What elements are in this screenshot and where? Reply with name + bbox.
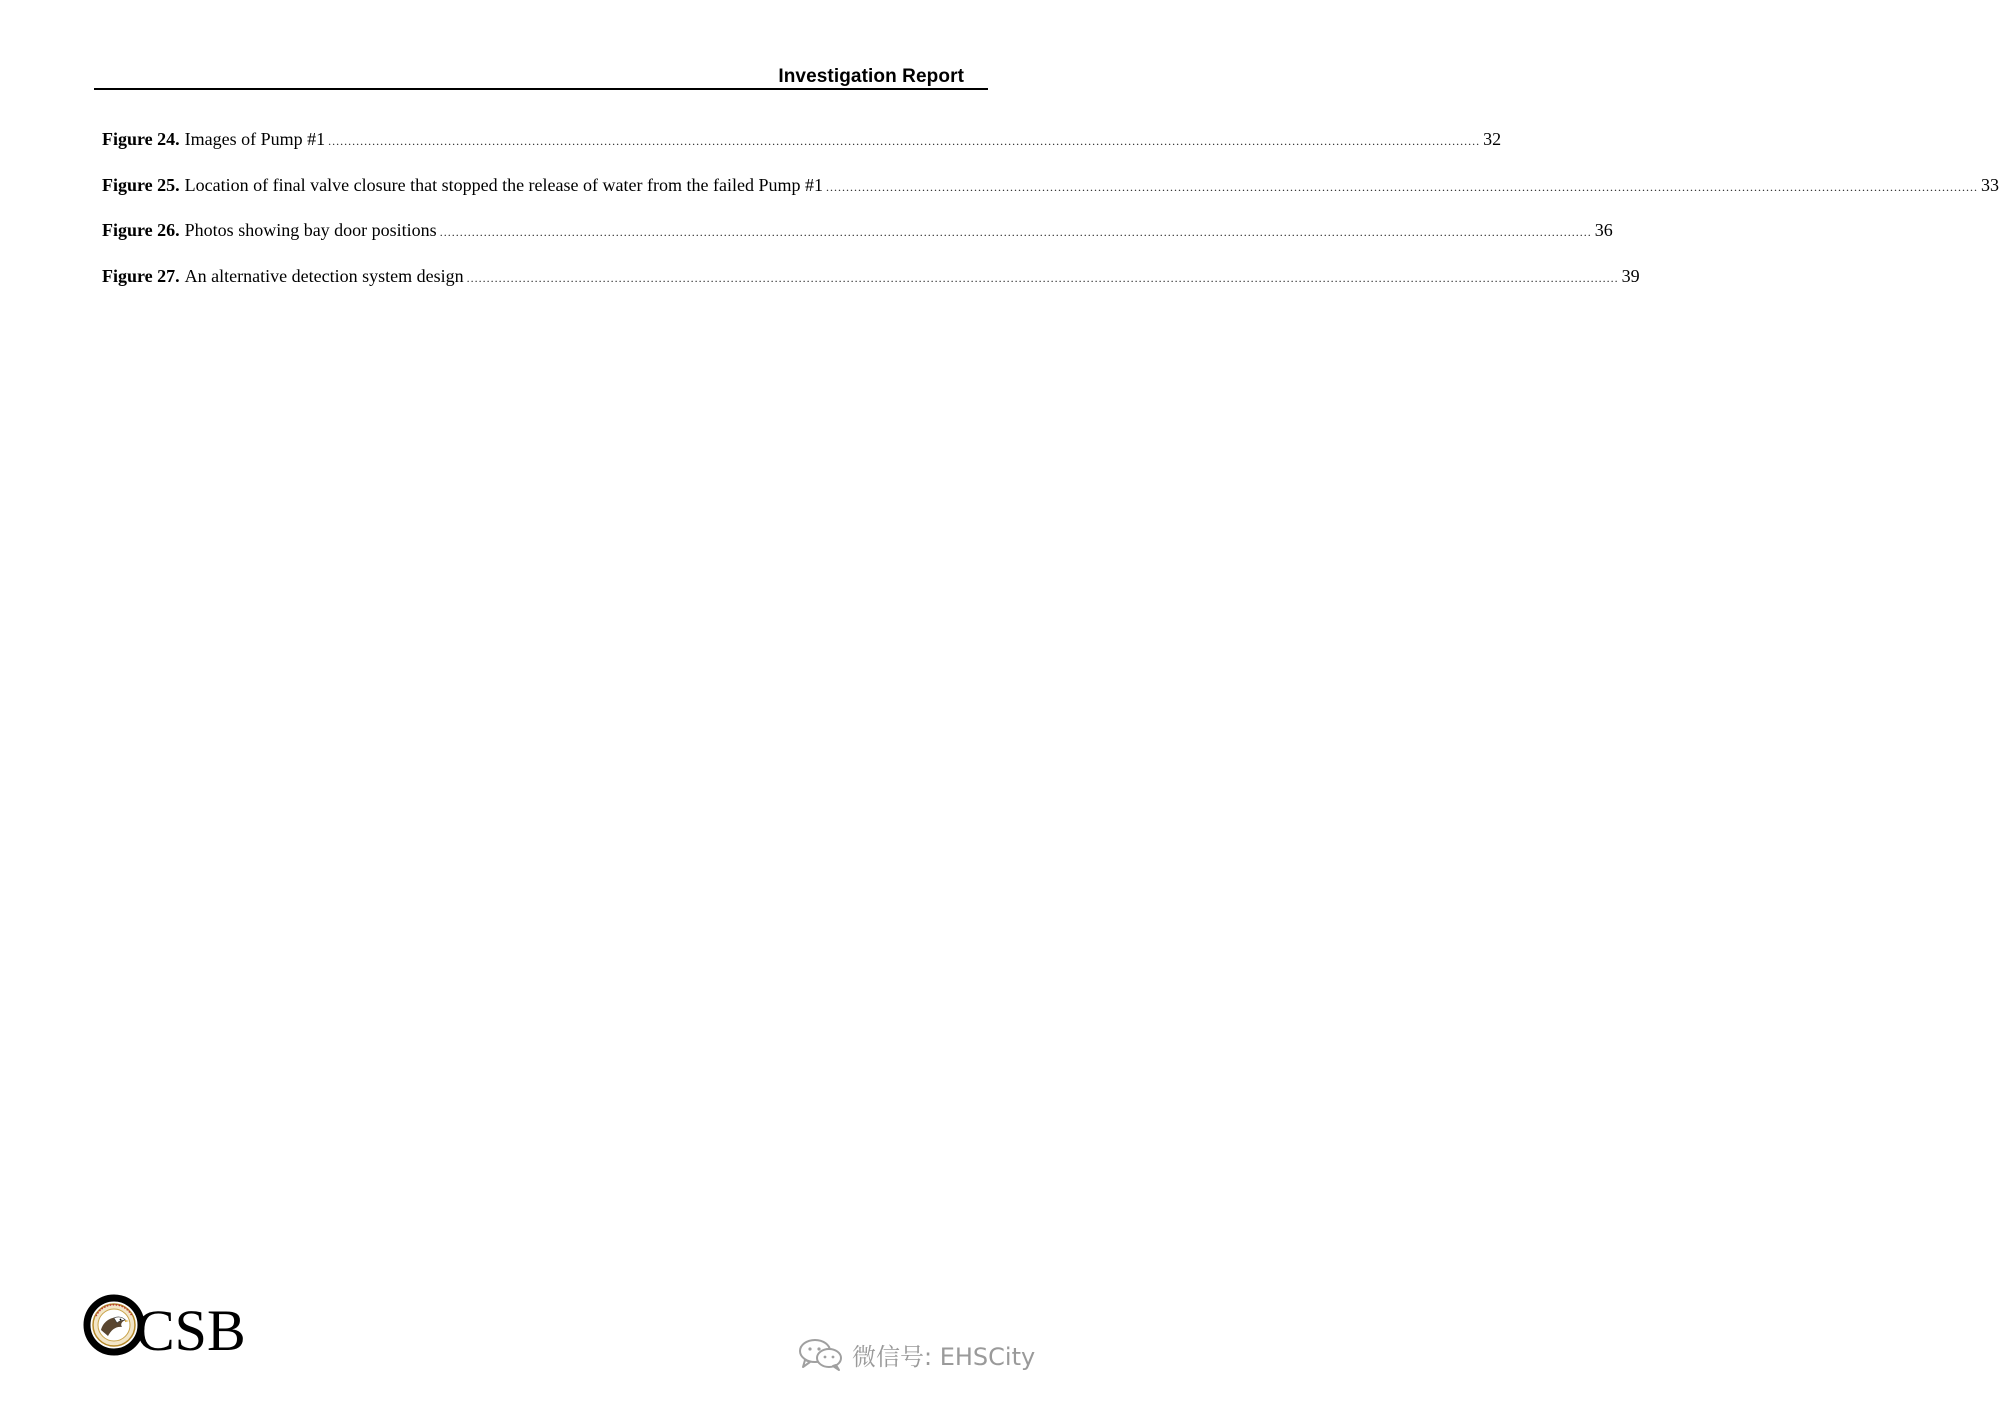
toc-leader-dots [440,220,1592,244]
header-rule [94,88,988,90]
toc-entry-title: Photos showing bay door positions [184,220,437,240]
csb-logo [84,1294,246,1363]
toc-entry[interactable] [102,127,1502,173]
toc-entry-label: Figure 25. [102,174,180,195]
watermark-text: 微信号: EHSCity [852,1342,1036,1371]
eagle-seal-icon [84,1294,246,1363]
toc-entry-page: 33 [1980,174,1999,195]
toc-leader-dots [826,175,1978,199]
toc-entry-page: 39 [1621,265,1640,286]
list-of-figures [102,127,1999,309]
toc-entry-page: 36 [1594,220,1613,240]
report-type-title: Investigation Report [778,66,964,87]
toc-entry[interactable] [102,264,1640,310]
toc-entry-title: An alternative detection system design [184,265,464,286]
wechat-icon [796,1337,846,1371]
toc-entry[interactable] [102,218,1613,264]
toc-entry-label: Figure 24. [102,129,180,149]
toc-leader-dots [467,266,1619,290]
toc-entry-title: Location of final valve closure that stopped the release of water from the failed Pump #1 [184,174,823,195]
toc-leader-dots [328,129,1480,153]
toc-entry-label: Figure 26. [102,220,180,240]
wechat-watermark [796,1334,1035,1374]
logo-lettering: CSB [136,1298,246,1363]
toc-entry-page: 32 [1483,129,1502,149]
toc-entry-title: Images of Pump #1 [184,129,326,149]
toc-entry[interactable] [102,173,1999,219]
toc-entry-label: Figure 27. [102,265,180,286]
